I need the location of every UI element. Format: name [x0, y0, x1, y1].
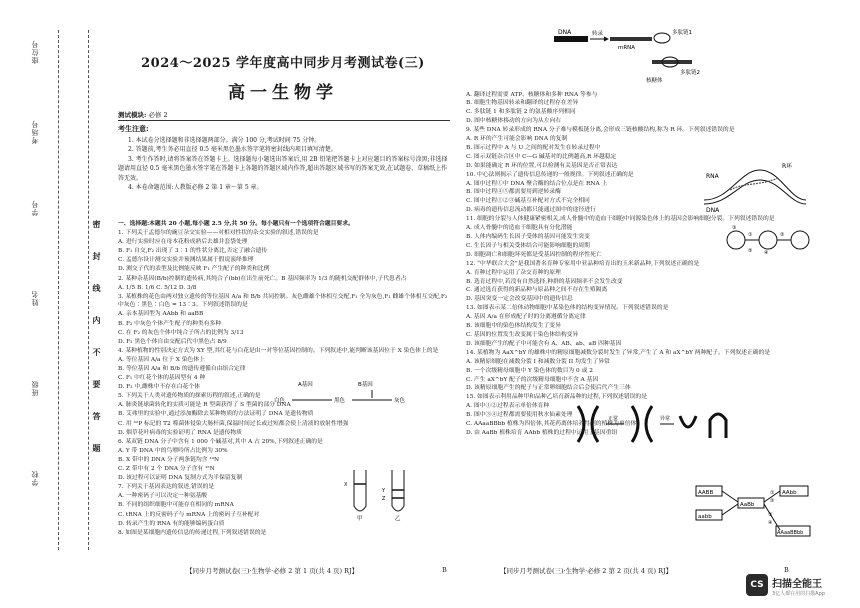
fig8-label: 多肽链2 — [680, 70, 700, 76]
r-loop-diagram — [700, 160, 810, 215]
question-line: B. 一个次级精母细胞中 Y 染色体的数目为 0 或 2 — [466, 367, 593, 374]
notice-item: 2. 答题前,考生务必用直径 0.5 毫米黑色墨水签字笔将密封线内项目填写清楚。 — [128, 146, 337, 153]
question-line: D. 病毒的遗传信息流动都只能通过图中的途径进行 — [466, 207, 596, 214]
question-line: 13. 如图表示某二倍体动物细胞中某染色体的结构变异情况。下列叙述错误的是 — [466, 305, 669, 312]
fig10-label: ③ — [732, 225, 737, 231]
question-line: C. 在 F₂ 的灰色个体中纯合子所占的比例为 3/13 — [118, 329, 244, 336]
page-footer-right: 【同步月考测试卷(三)·生物学·必修 2 第 2 页(共 4 页) RJ】 — [500, 567, 673, 575]
page-footer-left: 【同步月考测试卷(三)·生物学·必修 2 第 1 页(共 4 页) RJ】 — [186, 567, 359, 575]
watermark-subtitle: 3亿人都在用的扫描App — [772, 591, 825, 597]
question-line: B. 选育过程中,若没有自然选择,种群的基因频率不会发生改变 — [466, 278, 623, 285]
fig3-label: A基因 — [298, 382, 313, 388]
question-line: A. 成人骨髓中的造血干细胞具有分化潜能 — [466, 225, 573, 232]
fig15-label: AABB — [698, 490, 714, 496]
module-label: 测试模块: — [118, 111, 147, 119]
question-line: B. 图示过程中 A 与 U 之间的配对发生在转录过程中 — [466, 144, 601, 151]
question-line: 7. 下列关于基因表达的叙述,错误的是 — [118, 484, 215, 491]
pigment-pathway-diagram — [272, 378, 422, 418]
fig6-label: 甲 — [357, 516, 363, 522]
fig9-label: DNA — [706, 207, 720, 214]
subject-title: 高一生物学 — [228, 83, 338, 103]
binding-strip — [18, 30, 102, 550]
fig15-label: ① — [770, 490, 775, 496]
field-seat: 座位号 — [31, 40, 39, 64]
rna-strand — [730, 178, 778, 190]
fig3-label: 黑色 — [334, 398, 346, 404]
fig9-label: RNA — [706, 173, 719, 180]
header-divider — [118, 120, 450, 121]
question-line: B. 等位基因 A/a 和 B/b 的遗传遵循自由组合定律 — [118, 366, 246, 372]
question-line: D. 由 AaBb 植株培育 AAbb 植株的过程中运用了基因重组 — [466, 429, 618, 436]
question-line: 2. 某种杂基因(B/b)控制的遗传病,其纯合子(bb)在出生前死亡。B 基因频率为 1/3 的随机交配群体中,子代患者占 — [118, 275, 407, 282]
fig10-label: ① — [748, 232, 753, 238]
fig3-label: 白色 — [274, 398, 286, 404]
question-line: B. 该细胞中的染色体结构发生了变异 — [466, 323, 561, 330]
exam-title: 2024～2025 学年度高中同步月考测试卷(三) — [141, 56, 425, 71]
question-line: C. 基因的位置发生改变属于染色体结构变异 — [466, 331, 579, 338]
question-line: C. tRNA 上的反密码子与 mRNA 上的密码子互补配对 — [118, 511, 260, 518]
centrifuge-diagram — [342, 466, 422, 522]
question-line: D. 测交子代的表型及比例能反映 F₁ 产生配子的种类和比例 — [118, 266, 270, 273]
chromosome-shape — [578, 406, 598, 442]
question-line: 8. 如图是某细胞内遗传信息的传递过程,下列叙述错误的是 — [118, 529, 267, 536]
question-line: A. R 环的产生可能会影响 DNA 的复制 — [466, 136, 568, 143]
question-line: 1. 下列关于孟德尔的豌豆杂交实验——对相对性状的杂交实验的叙述,错误的是 — [118, 230, 319, 237]
question-line: D. 细胞凋亡和细胞坏死都是受基因控制的程序性死亡 — [466, 251, 602, 258]
dna-node — [727, 231, 745, 249]
fig3-label: 灰色 — [394, 398, 406, 404]
question-line: C. 生长因子与相关受体结合可能影响细胞的周期 — [466, 242, 590, 249]
question-line: C. Z 带中有 2 个 DNA 分子含有 ¹⁵N — [118, 466, 215, 473]
question-line: A. 翻译过程需要 ATP、核糖体和多种 RNA 等参与 — [466, 91, 598, 98]
field-room: 考场号 — [31, 120, 39, 144]
question-line: 12. “中华联合大会”是我国著名育种专家用中亚品种培育出的玉米新品种,下列叙述正确的是 — [466, 260, 700, 267]
mrna-bar — [652, 60, 692, 64]
fig9-label: R环 — [782, 163, 793, 170]
notice-item: 3. 考生作答时,请将答案答在答题卡上。选择题每小题选出答案后,用 2B 铅笔把答题卡上对应题目的答案标号涂黑;非选择题请用直径 0.5 毫米黑色墨水签字笔在答题卡上各题的答题区域内作答,超出答题区域书写的答案无效,在试题卷、草稿纸上作答无效。 — [118, 155, 448, 182]
question-line: D. 图中核糖体移动的方向为从左向右 — [466, 118, 562, 125]
question-line: A. 图中过程①中 DNA 聚合酶的结合位点是在 RNA 上 — [466, 180, 608, 187]
question-line: 4. 某种植物的性别决定方式为 XY 型,其红花与白花是由一对等位基因控制的。下列叙述中,能判断该基因位于 X 染色体上的是 — [118, 347, 439, 354]
breeding-diagram — [692, 482, 812, 550]
question-line: D. 烟草花叶病毒的实验证明了 RNA 是遗传物质 — [118, 429, 242, 436]
fig15-label: aabb — [698, 514, 712, 520]
seal-word: 密 — [92, 220, 102, 228]
question-line: A. Y 带 DNA 中的鸟嘌呤所占比例为 30% — [118, 447, 228, 454]
question-line: D. 转录产生的 RNA 有的能够编码蛋白质 — [118, 520, 225, 527]
question-line: A. 亲本基因型为 AAbb 和 aaBB — [118, 311, 204, 318]
dna-bar — [554, 36, 588, 42]
dna-strand — [704, 170, 806, 200]
question-line: C. F₁ 中红花个体的基因型有 4 种 — [118, 375, 206, 382]
page-footer-right-mark: B — [784, 566, 789, 574]
question-line: D. 该精原细胞产生的配子与正常卵细胞结合后会使后代产生三体 — [466, 385, 631, 392]
fig15-label: AAbb — [782, 490, 797, 496]
question-line: B. 艾弗里的实验中,通过添加酶除去某种物质的方法证明了 DNA 是遗传物质 — [118, 411, 314, 418]
translation-diagram — [550, 26, 710, 86]
question-line: C. 通过选育获得的新品种与原品种之间不存在生殖隔离 — [466, 287, 608, 294]
question-line: D. 基因突变一定会改变基因中的遗传信息 — [466, 296, 573, 303]
seal-word: 内 — [92, 316, 102, 324]
question-line: C. 产生 aX^bY 配子的次级精母细胞中不含 A 基因 — [466, 376, 599, 383]
question-line: D. 如果能确定 R 环的位置,可以检测有关基因是否正常表达 — [466, 162, 618, 169]
chromosome-shape — [680, 416, 696, 427]
question-line: B. F₁ 自交,F₂ 出现了 3∶1 的性状分离比,否定了融合遗传 — [118, 248, 268, 255]
question-line: 5. 下列关于人类对遗传物质的探索历程的叙述,正确的是 — [118, 393, 261, 400]
question-line: 6. 某双链 DNA 分子中含有 1 000 个碱基对,其中 A 占 20%,下列叙述正确的是 — [118, 438, 323, 445]
cut-line — [58, 30, 59, 550]
question-line: A. 1/5 B. 1/6 C. 5/12 D. 3/8 — [118, 284, 197, 291]
question-line: D. 该过程可以证明 DNA 复制方式为半保留复制 — [118, 475, 243, 482]
fig13-label: 正常 — [608, 416, 619, 422]
question-line: C. 用 ³²P 标记的 T2 噬菌体侵染大肠杆菌,保温时间过长或过短都会使上清液的放射性增强 — [118, 420, 349, 427]
scanner-watermark — [746, 572, 856, 604]
chromosome-shape — [632, 406, 652, 442]
question-line: B. X 带中的 DNA 分子两条链均含 ¹⁴N — [118, 456, 220, 463]
question-line: D. 该细胞产生的配子中可能含有 A、AB、ab、aB 四种基因 — [466, 340, 622, 347]
tube-shape — [354, 470, 366, 511]
question-line: A. 育种过程中运用了杂交育种的原理 — [466, 269, 561, 276]
section-title: 一、选择题:本题共 20 小题,每小题 2.5 分,共 50 分。每小题只有一个选项符合题目要求。 — [118, 221, 354, 227]
fig8-label: 转录 — [592, 31, 604, 37]
chromosome-shape — [710, 414, 726, 438]
mrna-bar — [610, 37, 652, 41]
fig13-label: 异常 — [660, 416, 671, 422]
fig10-label: ④ — [764, 250, 769, 255]
fig8-label: 多肽链1 — [672, 30, 692, 36]
fig8-label: mRNA — [618, 45, 636, 51]
fig8-label: 核糖体 — [646, 78, 663, 84]
seal-word: 题 — [92, 444, 102, 452]
page-footer-left-mark: B — [442, 566, 447, 574]
question-line: B. 不同的组织细胞中可能存在相同的 mRNA — [118, 502, 234, 509]
notice-item: 4. 本卷命题范围:人教版必修 2 第 1 章～第 5 章。 — [128, 184, 263, 191]
question-line: A. 基因 A/a 在形成配子时的分离遵循分离定律 — [466, 314, 586, 321]
question-line: B. 图中③④过程都需要使用秋水仙素处理 — [466, 412, 573, 419]
question-line: C. 图中过程①②③碱基互补配对方式不完全相同 — [466, 198, 590, 205]
seal-word: 答 — [92, 412, 102, 420]
seal-word: 线 — [92, 284, 102, 292]
fig15-label: ④ — [768, 520, 773, 526]
section-choice-right — [466, 90, 806, 437]
fig15-label: ③ — [768, 512, 773, 518]
seal-word: 要 — [92, 380, 102, 388]
fig6-label: Z — [382, 496, 386, 502]
fig8-label: DNA — [558, 29, 572, 36]
fig15-label: ② — [770, 498, 775, 504]
camscanner-logo-icon: CS — [746, 574, 768, 596]
seal-word: 封 — [92, 252, 102, 260]
question-line: A. 肺炎链球菌转化的实质可能是 R 型菌获得了 S 型菌的部分 DNA — [118, 402, 291, 409]
question-line: A. 图中①②过程表示单倍体育种 — [466, 403, 550, 410]
question-line: B. 图中过程④⑤都需要用到逆转录酶 — [466, 189, 561, 196]
fig10-label: ② — [780, 232, 785, 238]
fig6-label: 乙 — [395, 516, 401, 522]
central-dogma-diagram — [722, 225, 812, 255]
cross-line — [722, 504, 738, 515]
fig15-label: AaBb — [740, 502, 755, 508]
field-id: 学号 — [31, 200, 39, 216]
exam-notice — [118, 124, 450, 193]
question-line: A. 该精原细胞在减数分裂 I 和减数分裂 II 均发生了异常 — [466, 358, 610, 365]
question-line: B. 人体内编码生长因子受体的基因可能发生突变 — [466, 234, 590, 240]
question-line: B. F₂ 中灰色个体产生配子的种类有多种 — [118, 320, 222, 327]
question-line: A. 进行实验时应在母本花粉成熟后去雄并套袋处理 — [118, 239, 248, 246]
fig6-label: Y — [382, 488, 386, 494]
question-line: C. 图示双链杂合区中 C—G 碱基对的比例越高,R 环越稳定 — [466, 153, 617, 160]
question-line: D. F₂ 中,雌株中不存在白花个体 — [118, 384, 200, 391]
question-line: C. 孟德尔设计测交实验并预测结果属于假说演绎推理 — [118, 257, 254, 264]
cross-line — [722, 491, 738, 502]
question-line: C. AAaaBBbb 植株为四倍体,其花药离体培养得到的植株为单倍体 — [466, 421, 637, 428]
fig10-label: ⑤ — [748, 248, 753, 254]
fig3-label: B基因 — [358, 382, 373, 388]
question-line: 3. 某植株的花色由两对独立遗传的等位基因 A/a 和 B/b 共同控制。灰色雌雄个体相互交配,F₁ 全为灰色,F₁ 雌雄个体相互交配,F₂ 中灰色∶黑色∶白色 = 13∶3。下列叙述错误的是 — [118, 293, 448, 309]
fig6-label: X — [344, 482, 348, 488]
question-line: 11. 细胞的分裂与人体健康紧密相关,成人骨髓中的造血干细胞中同源染色体上的基因会影响细胞分裂。下列叙述错误的是 — [466, 216, 775, 223]
question-line: A. 等位基因 A/a 位于 X 染色体上 — [118, 356, 205, 363]
module-line — [118, 110, 168, 119]
question-line: C. 多肽链 1 和多肽链 2 的氨基酸序列相同 — [466, 109, 576, 116]
seal-line — [88, 30, 89, 550]
module-value: 必修 2 — [148, 111, 168, 119]
field-school: 学校 — [31, 470, 39, 486]
ribosome-shape — [654, 33, 670, 43]
seal-word: 不 — [92, 348, 102, 356]
question-line: A. 一种密码子可以决定一种氨基酸 — [118, 493, 208, 500]
question-line: D. F₂ 黑色个体自由交配后代中黑色占 8/9 — [118, 338, 227, 345]
protein-node — [791, 231, 809, 249]
question-line: B. 细胞生物基因转录和翻译的过程存在差异 — [466, 100, 579, 107]
notice-item: 1. 本试卷分选择题和非选择题两部分。满分 100 分,考试时间 75 分钟。 — [128, 136, 321, 144]
notice-title: 考生注意: — [118, 124, 149, 133]
chromosome-diagram — [568, 398, 738, 450]
field-class: 班级 — [31, 380, 39, 396]
question-line: 9. 某些 DNA 转录形成的 RNA 分子难与模板链分离,会形成三链核酸结构,称为 R 环。下列叙述错误的是 — [466, 127, 735, 134]
watermark-name: 扫描全能王 — [772, 579, 822, 590]
question-list — [466, 91, 806, 438]
field-name: 姓名 — [31, 290, 39, 306]
question-line: 15. 如图表示利用品种甲和品种乙培育新品种的过程,下列叙述错误的是 — [466, 394, 648, 401]
rna-node — [759, 231, 777, 249]
question-line: 10. 中心法则揭示了遗传信息传递的一般规律。下列叙述正确的是 — [466, 171, 634, 178]
question-line: 14. 某植物为 AaX^bY 的雄株中的精原细胞减数分裂时发生了异常,产生了 A 和 aX^bY 两种配子。下列叙述正确的是 — [466, 349, 771, 356]
fig15-label: AAaaBBbb — [777, 530, 804, 536]
